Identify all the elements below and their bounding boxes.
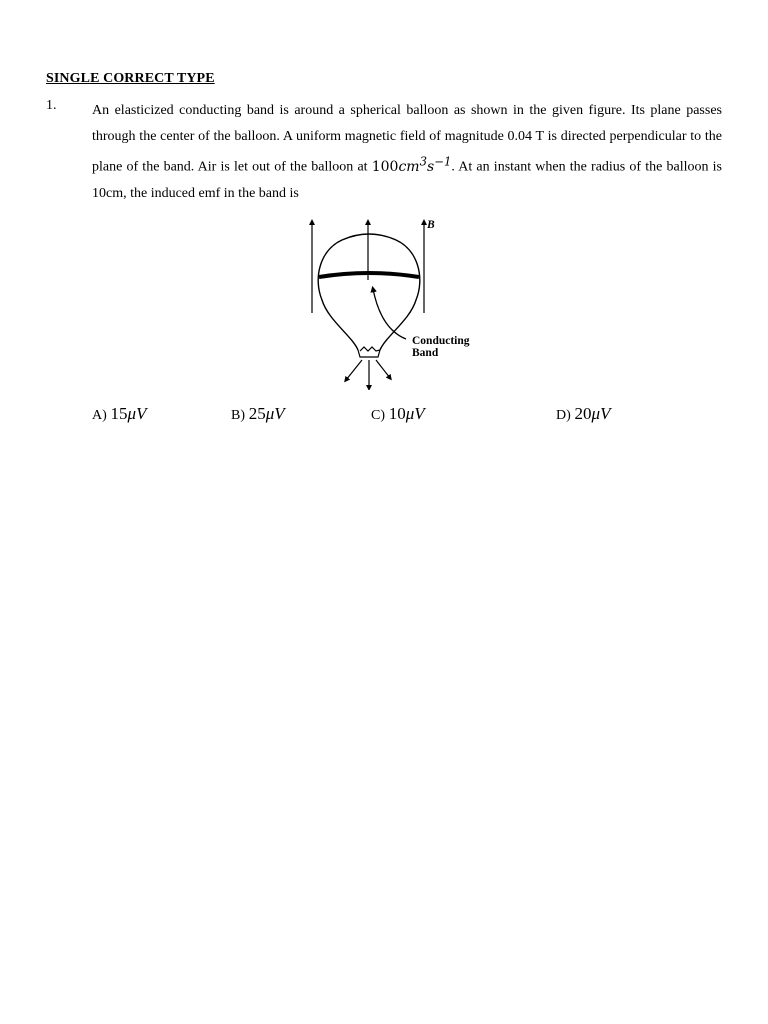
balloon-neck <box>358 347 380 357</box>
air-rate-exp-s: −1 <box>434 154 452 169</box>
question-number: 1. <box>46 98 57 113</box>
air-rate-unit-cm: cm <box>398 159 420 176</box>
option-value: 10μV <box>388 404 425 423</box>
band-label-line1: Conducting <box>412 335 470 347</box>
option-value: 20μV <box>574 404 611 423</box>
air-rate-expression <box>371 154 452 176</box>
air-arrow-left <box>346 360 362 380</box>
section-heading: SINGLE CORRECT TYPE <box>46 71 215 86</box>
question-text-end: . At an instant when the radius of the balloon is 10cm, the induced emf in the band is <box>92 160 722 201</box>
option-letter: A) <box>92 408 107 423</box>
air-rate-value: 100 <box>371 159 399 176</box>
conducting-band <box>319 273 419 277</box>
air-arrow-right <box>376 360 390 378</box>
band-pointer <box>373 289 406 339</box>
option-d[interactable] <box>556 404 610 424</box>
option-letter: D) <box>556 408 571 423</box>
band-label-line2: Band <box>412 347 439 359</box>
balloon-figure <box>280 210 490 390</box>
balloon-diagram <box>280 210 490 390</box>
air-rate-unit-s: s <box>427 159 435 176</box>
question-text-main: An elasticized conducting band is around a spherical balloon as shown in the given figure. Its plane passes through the center of the balloon. A uniform magnetic field of magnitude 0.04 T is directed perpendicular to the plane of the band. Air is let out of the balloon at <box>92 103 722 176</box>
air-rate-exp-cm: 3 <box>419 154 427 169</box>
option-letter: B) <box>231 408 245 423</box>
field-label: B <box>427 219 435 231</box>
option-value: 15μV <box>110 404 147 423</box>
option-value: 25μV <box>248 404 285 423</box>
option-c[interactable] <box>371 404 425 424</box>
option-a[interactable] <box>92 404 146 424</box>
option-b[interactable] <box>231 404 285 424</box>
option-letter: C) <box>371 408 385 423</box>
balloon-outline <box>318 234 420 350</box>
question-text <box>92 98 722 206</box>
